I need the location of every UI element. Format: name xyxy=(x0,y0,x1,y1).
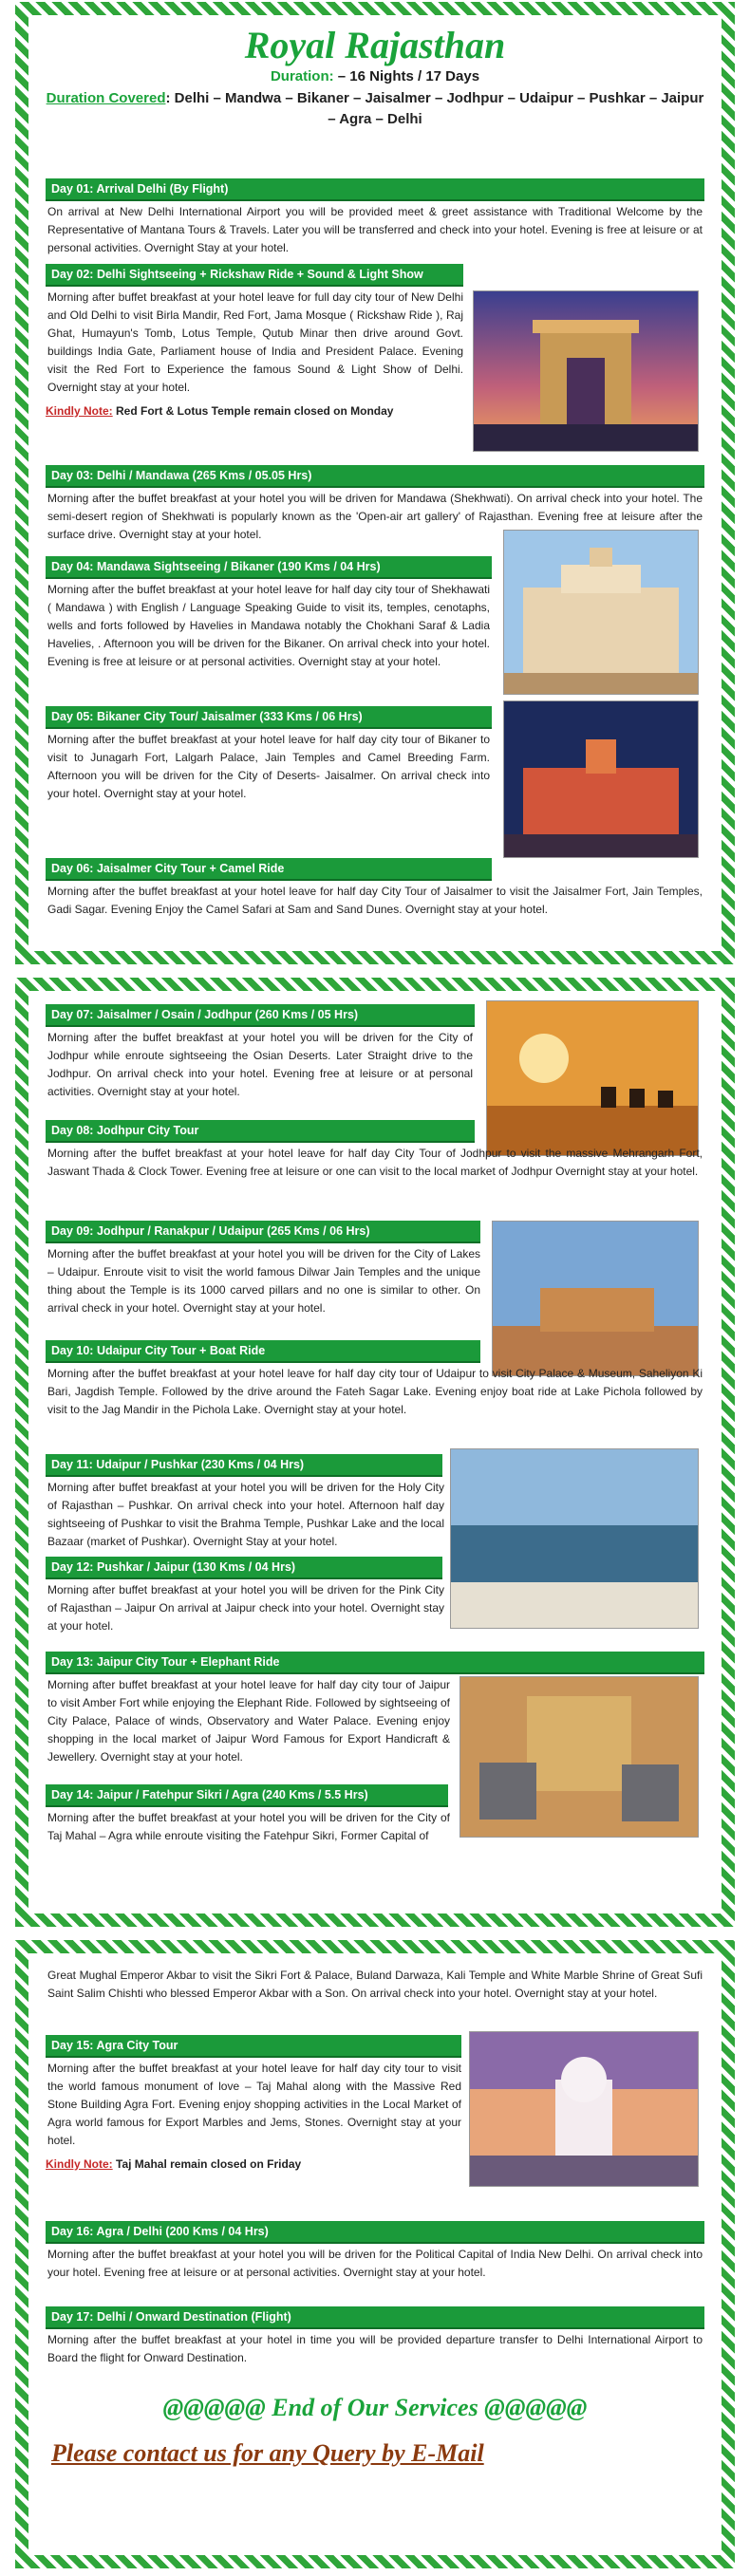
contact-email-note: Please contact us for any Query by E-Mail xyxy=(51,2439,484,2467)
itinerary-page-3 xyxy=(15,1940,735,2568)
day-description: Morning after the buffet breakfast at your hotel leave for half day city tour of Shekhawati ( Mandawa ) with English / Language Speaking Guide to visit its, temples, cenotaphs, wells and forts followed by Havelies in Mandawa notably the Chokhani Saraf & Ladia Havelies, . Afternoon you will be driven for the Bikaner. On arrival check into your hotel. Evening is free at leisure or at personal activities. Overnight stay at your hotel. xyxy=(47,583,490,668)
day-heading: Day 03: Delhi / Mandawa (265 Kms / 05.05 Hrs) xyxy=(46,465,704,488)
day-heading: Day 08: Jodhpur City Tour xyxy=(46,1120,475,1143)
day-06 xyxy=(46,858,704,921)
day-description: Morning after the buffet breakfast at your hotel you will be driven for the City of Taj Mahal – Agra while enroute visiting the Fatehpur Sikri, Former Capital of xyxy=(47,1811,450,1842)
day-08 xyxy=(46,1120,704,1183)
day-description: Morning after the buffet breakfast at your hotel in time you will be provided departure transfer to Delhi International Airport to Board the flight for Onward Destination. xyxy=(47,2333,703,2364)
day-heading: Day 11: Udaipur / Pushkar (230 Kms / 04 Hrs) xyxy=(46,1454,442,1477)
day-description: On arrival at New Delhi International Airport you will be provided meet & greet assistance with Traditional Welcome by the Representative of Mantana Tours & Travels. Later you will be transferred and check into your hotel. Evening is free at leisure or at personal activities. Overnight Stay at your hotel. xyxy=(47,205,703,254)
day-description: Morning after the buffet breakfast at your hotel you will be driven for the City of Jodhpur while enroute sightseeing the Osian Deserts. Later Straight drive to the Jodhpur. On arrival check into your hotel. Evening free at leisure or at personal activities. Overnight stay at your hotel. xyxy=(47,1031,473,1098)
taj-mahal-photo xyxy=(469,2031,699,2187)
bikaner-palace-photo xyxy=(503,700,699,858)
day-description: Morning after the buffet breakfast at your hotel leave for half day City Tour of Jodhpur to visit the massive Mehrangarh Fort, Jaswant Thada & Clock Tower. Evening free at leisure or one can visit to the local market of Jodhpur Overnight stay at your hotel. xyxy=(47,1147,703,1178)
note-text: Taj Mahal remain closed on Friday xyxy=(112,2157,302,2171)
day-heading: Day 14: Jaipur / Fatehpur Sikri / Agra (240 Kms / 5.5 Hrs) xyxy=(46,1784,448,1807)
day-description: Morning after the buffet breakfast at your hotel you will be driven for the Political Capital of India New Delhi. On arrival check into your hotel. Evening free at leisure or at personal activities. Overnight stay at your hotel. xyxy=(47,2248,703,2279)
duration-line xyxy=(46,68,704,84)
note-label: Kindly Note: xyxy=(46,404,113,418)
day-heading: Day 17: Delhi / Onward Destination (Flight) xyxy=(46,2306,704,2329)
day-description: Morning after the buffet breakfast at your hotel you will be driven for the City of Lakes – Udaipur. Enroute visit to visit the world famous Dilwar Jain Temples and the unique thing about the Temple is its 1000 carved pillars and no one is similar to other. On arrival check in your hotel. Overnight stay at your hotel. xyxy=(47,1247,480,1315)
day-description: Morning after the buffet breakfast at your hotel leave for half day city tour of Udaipur to visit City Palace & Museum, Saheliyon Ki Bari, Jagdish Temple. Followed by the drive around the Fateh Sagar Lake. Evening enjoy boat ride at Lake Pichola followed by visit to the Jag Mandir in the Pichola Lake. Overnight stay at your hotel. xyxy=(47,1367,703,1416)
end-of-services: @@@@@ End of Our Services @@@@@ xyxy=(162,2394,588,2421)
duration-label: Duration: xyxy=(270,68,334,84)
day-10 xyxy=(46,1340,704,1421)
tour-title: Royal Rajasthan xyxy=(244,24,506,66)
covered-line xyxy=(46,88,704,130)
day-description: Morning after buffet breakfast at your hotel leave for full day city tour of New Delhi and Old Delhi to visit Birla Mandir, Red Fort, Jama Mosque ( Rickshaw Ride ), Raj Ghat, Humayun's Tomb, Lotus Temple, Qutub Minar then drive around Govt. buildings India Gate, Parliament house of India and President Palace. Evening visit the Red Fort to Experience the famous Sound & Light Show of Delhi. Overnight stay at your hotel. xyxy=(47,290,463,394)
day-16 xyxy=(46,2221,704,2284)
day-heading: Day 13: Jaipur City Tour + Elephant Ride xyxy=(46,1652,704,1674)
day-description: Morning after the buffet breakfast at your hotel you will be driven for Mandawa (Shekhwati). On arrival check into your hotel. The semi-desert region of Shekhwati is popularly known as the 'Open-air art gallery' of Rajasthan. Evening free at leisure after the surface drive. Overnight stay at your hotel. xyxy=(47,492,703,541)
day-description: Morning after the buffet breakfast at your hotel leave for half day City Tour of Jaisalmer to visit the Jaisalmer Fort, Jain Temples, Gadi Sagar. Evening Enjoy the Camel Safari at Sam and Sand Dunes. Overnight stay at your hotel. xyxy=(47,885,703,916)
day-12 xyxy=(46,1557,704,1637)
day-heading: Day 16: Agra / Delhi (200 Kms / 04 Hrs) xyxy=(46,2221,704,2244)
day-heading: Day 05: Bikaner City Tour/ Jaisalmer (333 Kms / 06 Hrs) xyxy=(46,706,492,729)
day-heading: Day 06: Jaisalmer City Tour + Camel Ride xyxy=(46,858,492,881)
day-heading: Day 15: Agra City Tour xyxy=(46,2035,461,2058)
day-heading: Day 09: Jodhpur / Ranakpur / Udaipur (265 Kms / 06 Hrs) xyxy=(46,1221,480,1243)
day-14-continued xyxy=(46,1965,704,2005)
itinerary-page-2 xyxy=(15,978,735,1927)
day-heading: Day 07: Jaisalmer / Osain / Jodhpur (260 Kms / 05 Hrs) xyxy=(46,1004,475,1027)
day-description: Morning after buffet breakfast at your hotel leave for half day city tour of Jaipur to visit Amber Fort while enjoying the Elephant Ride. Followed by sightseeing of City Palace, Palace of winds, Observatory and Water Palace. Evening enjoy shopping in the local market of Jaipur Word Famous for Export Handicraft & Jewellery. Overnight stay at your hotel. xyxy=(47,1678,450,1764)
day-description: Morning after the buffet breakfast at your hotel leave for half day city tour of Bikaner to visit to Junagarh Fort, Lalgarh Palace, Jain Temples and Camel Breeding Farm. Afternoon you will be driven for the City of Deserts- Jaisalmer. On arrival check into your hotel. Overnight stay at your hotel. xyxy=(47,733,490,800)
day-heading: Day 10: Udaipur City Tour + Boat Ride xyxy=(46,1340,480,1363)
covered-value: : Delhi – Mandwa – Bikaner – Jaisalmer – Jodhpur – Udaipur – Pushkar – Jaipur – Agra – Delhi xyxy=(165,90,704,127)
day-description: Morning after the buffet breakfast at your hotel leave for half day city tour to visit the world famous monument of love – Taj Mahal along with the Massive Red Stone Building Agra Fort. Evening enjoy shopping activities in the Local Market of Agra world famous for Export Marbles and Jems, Stones. Overnight stay at your hotel. xyxy=(47,2062,461,2147)
itinerary-page-1 xyxy=(15,2,735,964)
covered-label: Duration Covered xyxy=(46,90,166,106)
day-17 xyxy=(46,2306,704,2369)
day-01 xyxy=(46,178,704,259)
day-description: Morning after buffet breakfast at your hotel you will be driven for the Holy City of Rajasthan – Pushkar. On arrival check into your hotel. Afternoon half day sightseeing of Pushkar to visit the Brahma Temple, Pushkar Lake and the local Bazaar (market of Pushkar). Overnight Stay at your hotel. xyxy=(47,1481,444,1548)
mandawa-haveli-photo xyxy=(503,530,699,695)
day-heading: Day 04: Mandawa Sightseeing / Bikaner (190 Kms / 04 Hrs) xyxy=(46,556,492,579)
day-heading: Day 02: Delhi Sightseeing + Rickshaw Ride + Sound & Light Show xyxy=(46,264,463,287)
day-heading: Day 12: Pushkar / Jaipur (130 Kms / 04 Hrs) xyxy=(46,1557,442,1579)
day-14 xyxy=(46,1784,704,1847)
note-label: Kindly Note: xyxy=(46,2157,113,2171)
note-text: Red Fort & Lotus Temple remain closed on Monday xyxy=(112,404,394,418)
india-gate-photo xyxy=(473,290,699,452)
day-description: Morning after buffet breakfast at your hotel you will be driven for the Pink City of Rajasthan – Jaipur On arrival at Jaipur check into your hotel. Overnight stay at your hotel. xyxy=(47,1583,444,1633)
duration-value: – 16 Nights / 17 Days xyxy=(333,68,480,84)
day-heading: Day 01: Arrival Delhi (By Flight) xyxy=(46,178,704,201)
day-description: Great Mughal Emperor Akbar to visit the Sikri Fort & Palace, Buland Darwaza, Kali Temple and White Marble Shrine of Great Sufi Saint Salim Chishti who blessed Emperor Akbar with a Son. On arrival check into your hotel. Overnight stay at your hotel. xyxy=(47,1969,703,2000)
